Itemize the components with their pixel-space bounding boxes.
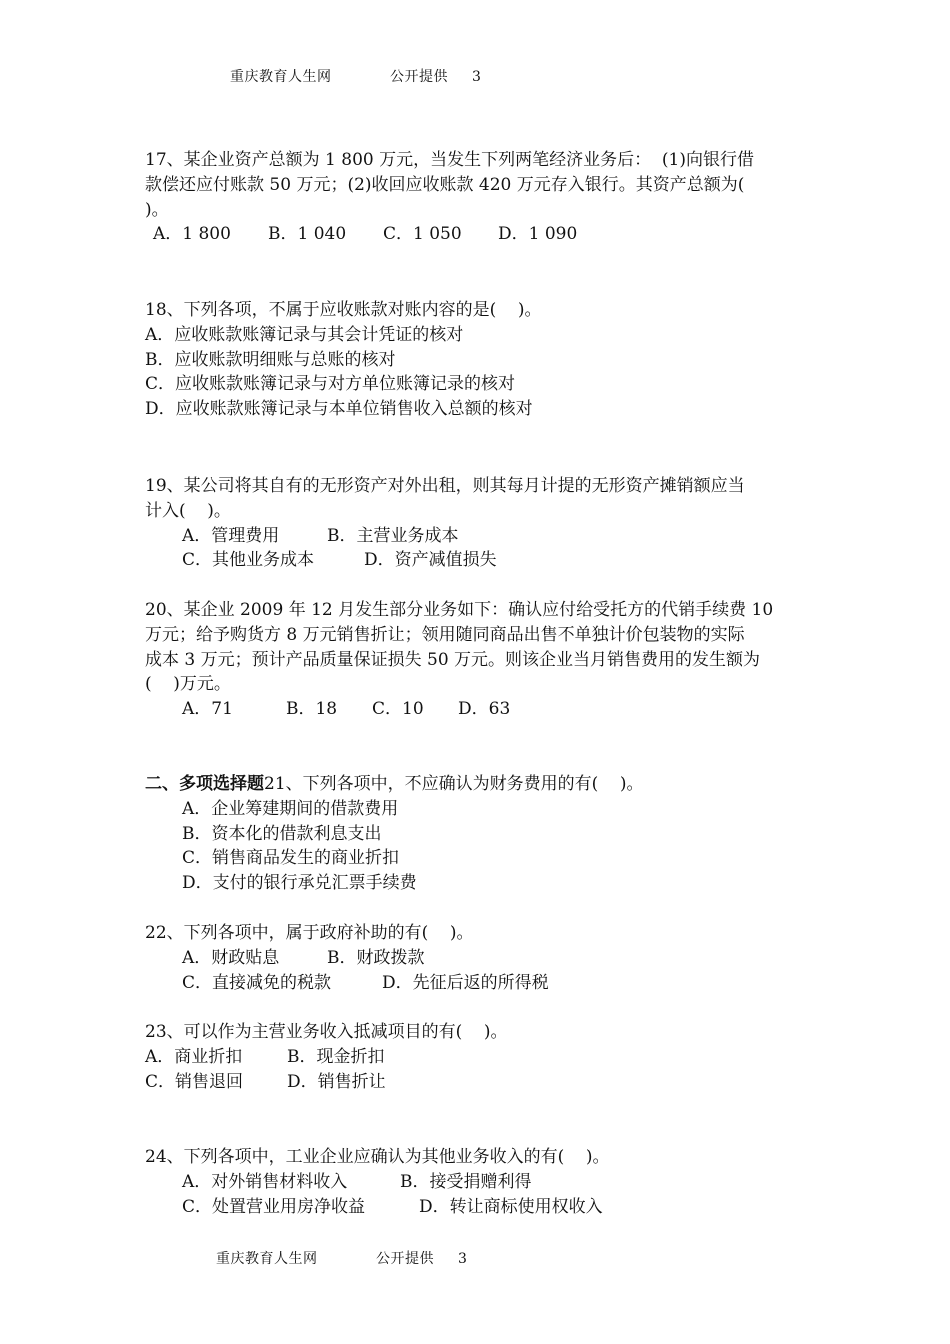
option-d: D．转让商标使用权收入 — [419, 1196, 603, 1217]
page-header — [230, 66, 481, 86]
question-stem: 23、可以作为主营业务收入抵减项目的有( )。 — [145, 1022, 508, 1042]
option-a: A．企业筹建期间的借款费用 — [182, 798, 399, 819]
option-b: B．1 040 — [268, 224, 347, 245]
question-stem-line: 成本 3 万元；预计产品质量保证损失 50 万元。则该企业当月销售费用的发生额为 — [145, 649, 761, 670]
option-b: B．现金折扣 — [287, 1046, 385, 1067]
section-heading: 二、多项选择题 — [145, 774, 264, 794]
option-b: B．接受捐赠利得 — [400, 1171, 532, 1192]
option-d: D．应收账款账簿记录与本单位销售收入总额的核对 — [145, 399, 533, 420]
option-b: B．应收账款明细账与总账的核对 — [145, 349, 396, 370]
footer-publisher: 公开提供 — [376, 1251, 434, 1267]
header-page-number: 3 — [472, 69, 482, 85]
option-c: C．销售商品发生的商业折扣 — [182, 848, 400, 869]
option-c: C．其他业务成本 — [182, 550, 315, 571]
option-row — [145, 222, 815, 247]
option-d: D．1 090 — [498, 224, 578, 245]
question-stem-line: 万元；给予购货方 8 万元销售折让；领用随同商品出售不单独计价包装物的实际 — [145, 624, 745, 645]
option-row — [145, 971, 815, 996]
option-c: C．处置营业用房净收益 — [182, 1196, 366, 1217]
option-a: A．管理费用 — [182, 525, 280, 546]
option-d: D．63 — [458, 699, 511, 720]
option-b: B．18 — [286, 699, 338, 720]
option-row — [145, 1195, 815, 1220]
option-c: C．10 — [372, 699, 424, 720]
question-stem-line: 款偿还应付账款 50 万元；(2)收回应收账款 420 万元存入银行。其资产总额为( — [145, 174, 745, 195]
question-21 — [145, 772, 815, 896]
option-d: D．销售折让 — [287, 1071, 386, 1092]
option-a: A．对外销售材料收入 — [182, 1171, 348, 1192]
footer-page-number: 3 — [458, 1251, 468, 1267]
footer-org: 重庆教育人生网 — [216, 1251, 318, 1267]
question-stem-line: )。 — [145, 199, 169, 220]
option-c: C．销售退回 — [145, 1071, 244, 1092]
option-c: C．应收账款账簿记录与对方单位账簿记录的核对 — [145, 374, 516, 395]
question-stem-line: 19、某公司将其自有的无形资产对外出租，则其每月计提的无形资产摊销额应当 — [145, 476, 745, 496]
option-d: D．支付的银行承兑汇票手续费 — [182, 873, 417, 894]
option-a: A．71 — [182, 699, 233, 720]
option-c: C．1 050 — [383, 224, 462, 245]
question-stem — [145, 772, 815, 797]
question-stem: 24、下列各项中，工业企业应确认为其他业务收入的有( )。 — [145, 1147, 610, 1167]
option-a: A．财政贴息 — [182, 947, 280, 968]
option-a: A．应收账款账簿记录与其会计凭证的核对 — [145, 324, 464, 345]
option-row — [145, 697, 815, 722]
question-stem-line: 20、某企业 2009 年 12 月发生部分业务如下：确认应付给受托方的代销手续费 10 — [145, 600, 774, 620]
header-org: 重庆教育人生网 — [230, 69, 332, 85]
question-22 — [145, 921, 815, 995]
question-stem-line: 计入( )。 — [145, 500, 231, 521]
question-stem-line: ( )万元。 — [145, 674, 231, 695]
question-text: 21、下列各项中，不应确认为财务费用的有( )。 — [264, 774, 644, 794]
option-row — [145, 1070, 815, 1095]
option-a: A．1 800 — [153, 224, 231, 245]
option-row — [145, 548, 815, 573]
question-23 — [145, 1020, 815, 1094]
option-b: B．资本化的借款利息支出 — [182, 823, 382, 844]
page-footer — [216, 1248, 467, 1268]
option-d: D．先征后返的所得税 — [382, 972, 549, 993]
option-c: C．直接减免的税款 — [182, 972, 332, 993]
question-19 — [145, 474, 815, 573]
option-d: D．资产减值损失 — [364, 550, 497, 571]
question-24 — [145, 1145, 815, 1219]
header-publisher: 公开提供 — [390, 69, 448, 85]
question-17 — [145, 148, 815, 247]
option-row — [145, 1045, 815, 1070]
question-stem: 22、下列各项中，属于政府补助的有( )。 — [145, 923, 474, 943]
option-b: B．财政拨款 — [327, 947, 425, 968]
option-a: A．商业折扣 — [145, 1046, 243, 1067]
question-stem-line: 17、某企业资产总额为 1 800 万元，当发生下列两笔经济业务后： (1)向银行借 — [145, 150, 754, 170]
question-20 — [145, 598, 815, 722]
option-row — [145, 1170, 815, 1195]
question-stem: 18、下列各项，不属于应收账款对账内容的是( )。 — [145, 300, 542, 320]
question-18 — [145, 298, 815, 422]
option-row — [145, 946, 815, 971]
option-row — [145, 524, 815, 549]
option-b: B．主营业务成本 — [327, 525, 459, 546]
